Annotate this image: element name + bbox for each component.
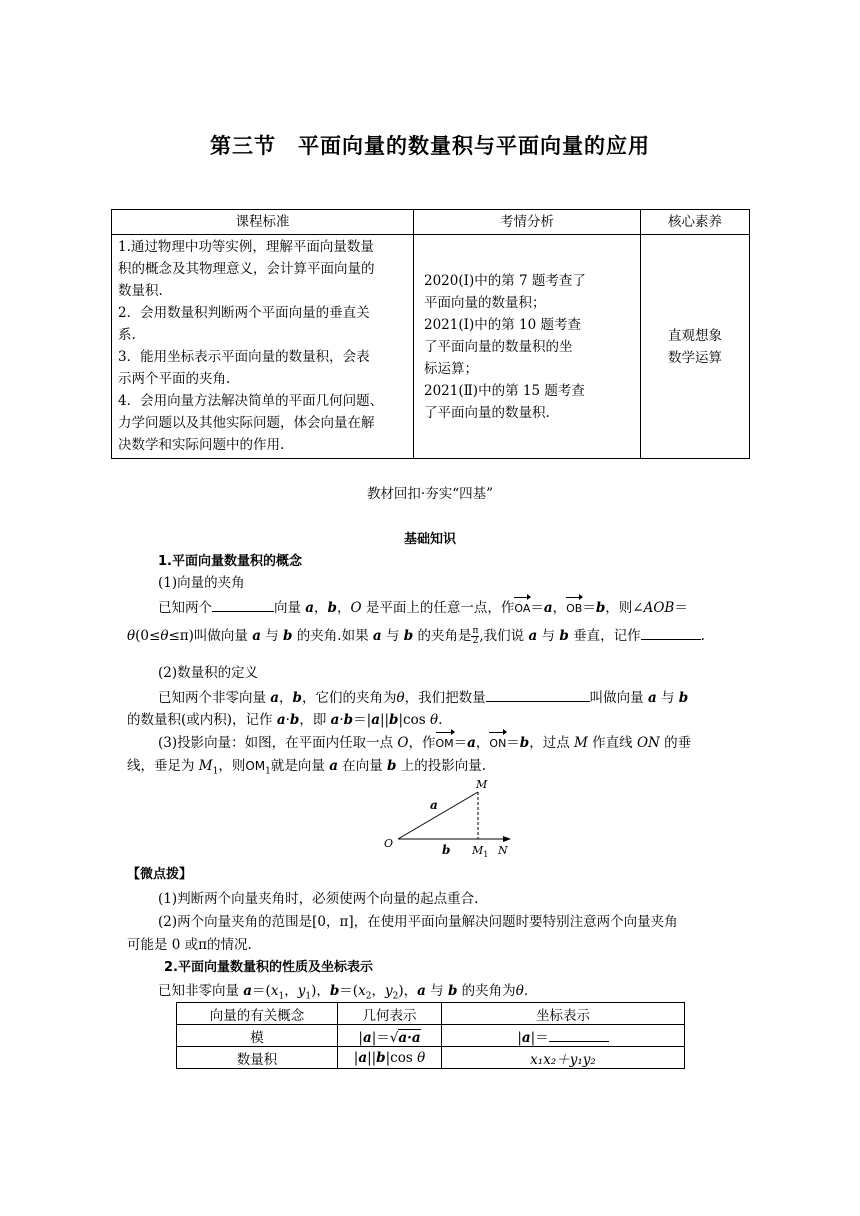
fill-blank xyxy=(641,626,701,640)
section-heading: 教材回扣·夯实“四基” xyxy=(366,486,494,502)
section1-2-title: (2)数量积的定义 xyxy=(158,665,259,681)
fill-blank xyxy=(212,598,274,612)
fill-blank xyxy=(549,1028,609,1042)
header-literacy: 核心素养 xyxy=(641,210,750,235)
literacy-cell xyxy=(641,235,750,459)
row-dot-geometric: |a||b|cos θ xyxy=(338,1047,442,1069)
row-modulus-coordinate: |a|＝ xyxy=(442,1025,685,1047)
curriculum-line: 示两个平面的夹角. xyxy=(118,371,231,387)
label-m: M xyxy=(476,778,488,791)
angle-definition-line1: 已知两个 向量 a，b，O 是平面上的任意一点，作OA＝a，OB＝b，则∠AOB＝ xyxy=(158,598,688,619)
vector-ob: OB xyxy=(566,599,582,619)
row-dot-coordinate: x₁x₂＋y₁y₂ xyxy=(442,1047,685,1069)
tip-1: (1)判断两个向量夹角时，必须使两个向量的起点重合. xyxy=(158,891,479,907)
label-n: N xyxy=(498,844,508,857)
analysis-line: 了平面向量的数量积的坐 xyxy=(424,338,573,355)
curriculum-table xyxy=(111,209,750,459)
header-geometric: 几何表示 xyxy=(338,1003,442,1025)
label-a: a xyxy=(430,798,438,812)
curriculum-line: 决数学和实际问题中的作用. xyxy=(118,437,285,453)
curriculum-line: 1.通过物理中功等实例，理解平面向量数量 xyxy=(118,239,374,255)
fill-blank xyxy=(486,688,590,702)
row-modulus-concept: 模 xyxy=(177,1025,338,1047)
vector-om: OM xyxy=(436,734,454,754)
analysis-line: 标运算； xyxy=(424,360,478,377)
tip-2-line1: (2)两个向量夹角的范围是[0，π]，在使用平面向量解决问题时要特别注意两个向量夹角 xyxy=(158,914,678,930)
dot-product-line2: 的数量积(或内积)，记作 a·b，即 a·b＝|a||b|cos θ. xyxy=(127,712,443,728)
vector-oa: OA xyxy=(514,599,530,619)
fraction-pi-over-2: $\frac{\pi}{2}$ xyxy=(472,626,479,646)
projection-figure xyxy=(378,775,548,865)
curriculum-line: 系. xyxy=(118,327,136,343)
literacy-line: 直观想象 xyxy=(668,327,722,344)
analysis-line: 2021(Ⅰ)中的第 10 题考查 xyxy=(424,316,581,333)
curriculum-line: 2．会用数量积判断两个平面向量的垂直关 xyxy=(118,305,370,321)
header-coordinate: 坐标表示 xyxy=(442,1003,685,1025)
curriculum-line: 数量积. xyxy=(118,283,163,299)
page-title: 第三节 平面向量的数量积与平面向量的应用 xyxy=(210,134,650,158)
projection-line2: 线，垂足为 $M_1$，则$OM_1$就是向量 a 在向量 b 上的投影向量. xyxy=(127,758,487,777)
curriculum-line: 4．会用向量方法解决简单的平面几何问题、 xyxy=(118,393,384,409)
section2-title: 2.平面向量数量积的性质及坐标表示 xyxy=(164,960,373,975)
analysis-line: 2021(Ⅱ)中的第 15 题考查 xyxy=(424,382,585,399)
header-curriculum: 课程标准 xyxy=(112,210,414,235)
tip-2-line2: 可能是 0 或π的情况. xyxy=(127,937,252,953)
curriculum-cell xyxy=(112,235,414,459)
header-analysis: 考情分析 xyxy=(414,210,641,235)
analysis-line: 了平面向量的数量积. xyxy=(424,404,550,421)
section1-1-title: (1)向量的夹角 xyxy=(158,575,245,591)
section2-intro: 已知非零向量 $a=(x_1$，$y_1$)，$b=(x_2$，$y_2$)，a 与 b 的夹角为θ. xyxy=(158,983,529,1002)
analysis-cell xyxy=(414,235,641,459)
label-m1: $M_1$ xyxy=(472,844,489,859)
row-dot-concept: 数量积 xyxy=(177,1047,338,1069)
vector-a-line xyxy=(398,792,478,839)
tip-title: 【微点拨】 xyxy=(127,867,193,882)
sqrt-sign: √ xyxy=(389,1029,399,1046)
properties-table xyxy=(176,1002,685,1069)
curriculum-line: 积的概念及其物理意义，会计算平面向量的 xyxy=(118,261,375,277)
row-modulus-geometric: |a|＝√a·a xyxy=(338,1025,442,1047)
literacy-line: 数学运算 xyxy=(668,349,722,366)
analysis-line: 平面向量的数量积； xyxy=(424,294,546,311)
sub-heading: 基础知识 xyxy=(403,532,456,547)
projection-line1: (3)投影向量：如图，在平面内任取一点 O，作OM＝a，ON＝b，过点 M 作直线 ON 的垂 xyxy=(158,733,691,754)
dot-product-line1: 已知两个非零向量 a，b，它们的夹角为θ，我们把数量 叫做向量 a 与 b xyxy=(158,690,689,706)
label-o: O xyxy=(384,837,394,850)
analysis-line: 2020(Ⅰ)中的第 7 题考查了 xyxy=(424,272,586,289)
curriculum-line: 力学问题以及其他实际问题，体会向量在解 xyxy=(118,415,375,431)
vector-on: ON xyxy=(489,734,506,754)
label-b: b xyxy=(442,843,451,857)
angle-definition-line2: θ(0≤θ≤π)叫做向量 a 与 b 的夹角.如果 a 与 b 的夹角是 $\frac{\pi}{2}$ ,我们说 a 与 b 垂直，记作 . xyxy=(127,626,705,646)
section1-title: 1.平面向量数量积的概念 xyxy=(158,554,302,569)
curriculum-line: 3．能用坐标表示平面向量的数量积，会表 xyxy=(118,349,370,365)
header-concept: 向量的有关概念 xyxy=(177,1003,338,1025)
